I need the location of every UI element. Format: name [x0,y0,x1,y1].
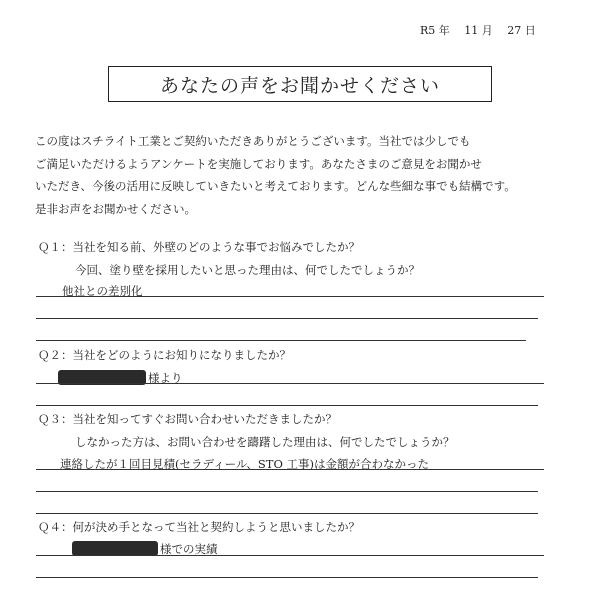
answer-line [36,296,544,297]
page-title [108,66,492,102]
page-title-text: あなたの声をお聞かせください [159,74,440,97]
redacted-name [72,541,158,556]
question-2: Ｑ２：当社をどのようにお知りになりましたか？ [38,348,291,362]
intro-line: ご満足いただけるようアンケートを実施しております。あなたさまのご意見をお聞かせ [35,156,482,171]
intro-line: この度はスチライト工業とご契約いただきありがとうございます。当社では少しでも [35,134,471,148]
intro-line: 是非お声をお聞かせください。 [35,201,196,216]
answer-line [36,491,538,492]
answer-line [36,405,538,406]
answer-3: 連絡したが１回目見積(セラディール、STO 工事)は金額が合わなかった [60,457,430,471]
answer-1: 他社との差別化 [62,284,143,298]
question-1: Ｑ１：当社を知る前、外壁のどのような事でお悩みでしたか？ [38,240,360,254]
question-3: Ｑ３：当社を知ってすぐお問い合わせいただきましたか？ [38,412,337,426]
answer-line [36,513,538,514]
answer-line [36,383,544,384]
answer-line [36,340,526,341]
answer-line [36,469,544,470]
intro-paragraph [35,130,565,220]
question-3-sub: しなかった方は、お問い合わせを躊躇した理由は、何でしたでしょうか？ [75,435,455,449]
answer-2: 様より [148,371,183,385]
intro-line: いただき、今後の活用に反映していきたいと考えております。どんな些細な事でも結構です。 [35,179,516,193]
answer-line [36,318,538,319]
question-1-sub: 今回、塗り壁を採用したいと思った理由は、何でしたでしょうか？ [75,263,420,277]
answer-line [36,555,544,556]
answer-line [36,577,538,578]
answer-4: 様での実績 [160,542,218,556]
survey-date: R5 年 11 月 27 日 [420,24,536,37]
question-4: Ｑ４：何が決め手となって当社と契約しようと思いましたか？ [38,520,360,534]
